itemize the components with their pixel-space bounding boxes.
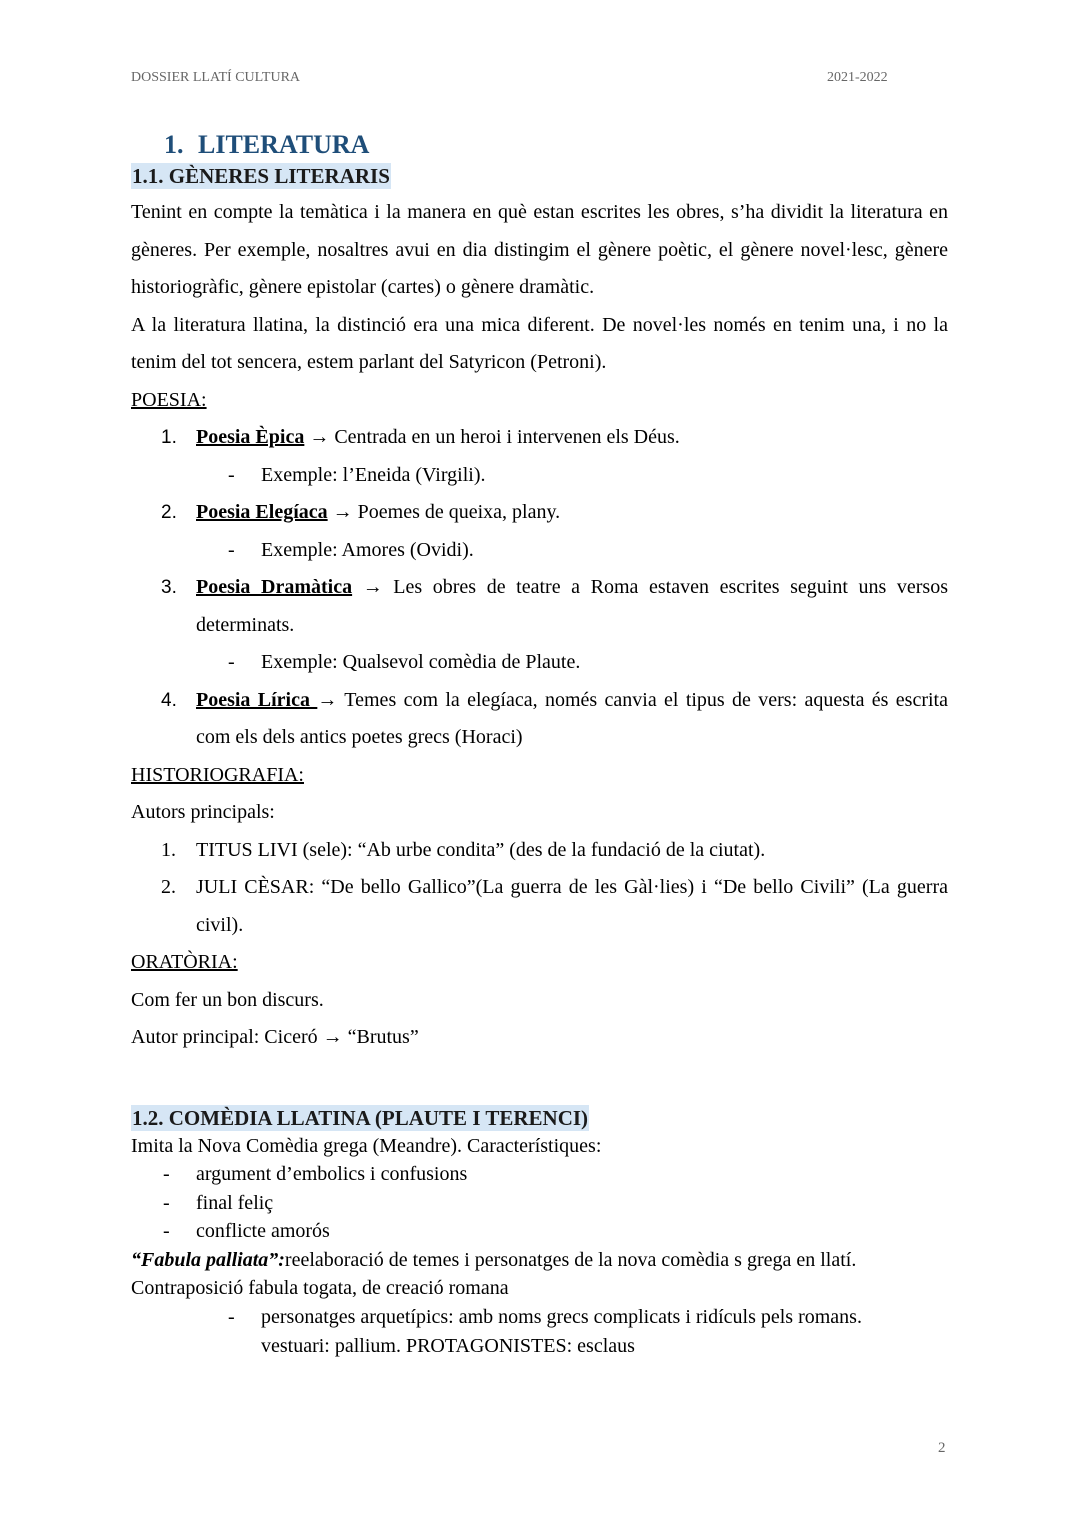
section-title: LITERATURA (198, 130, 370, 159)
term-poesia-dramatica: Poesia Dramàtica (196, 576, 353, 598)
bullet-text: argument d’embolics i confusions (196, 1163, 468, 1185)
item-text: TITUS LIVI (sele): “Ab urbe condita” (des de la fundació de la ciutat). (196, 838, 766, 861)
list-item-poesia-dramatica (131, 569, 948, 644)
list-item-poesia-lirica (131, 682, 948, 757)
example-item (131, 457, 948, 495)
list-item (131, 1303, 948, 1361)
dash-bullet: - (163, 1163, 170, 1185)
paragraph-latin-literature: A la literatura llatina, la distinció era una mica diferent. De novel·les només en tenim una, i no la tenim del tot sencera, estem parlant del Satyricon (Petroni). (131, 313, 948, 373)
example-item (131, 644, 948, 682)
dash-bullet: - (228, 651, 235, 673)
subsection-heading-generes (131, 163, 948, 189)
example-text: Exemple: Qualsevol comèdia de Plaute. (261, 651, 581, 673)
subsection-title: 1.2. COMÈDIA LLATINA (PLAUTE I TERENCI) (132, 1105, 589, 1130)
dash-bullet: - (228, 1305, 235, 1328)
oratoria-text: Com fer un bon discurs. (131, 988, 324, 1011)
fabula-palliata-paragraph (131, 1246, 948, 1275)
bullet-text: conflicte amorós (196, 1220, 330, 1242)
list-item-poesia-epica (131, 419, 948, 457)
item-text: → Temes com la elegíaca, només canvia el tipus de vers: aquesta és escrita com els dels antics poetes grecs (Horaci) (196, 688, 948, 748)
list-item-poesia-elegiaca (131, 494, 948, 532)
example-text: Exemple: Amores (Ovidi). (261, 538, 474, 561)
list-item-titus-livi (131, 832, 948, 870)
item-text: JULI CÈSAR: “De bello Gallico”(La guerra de les Gàl·lies) i “De bello Civili” (La guerra civil). (196, 876, 948, 936)
document-body (131, 128, 948, 1361)
label-oratoria: ORATÒRIA: (131, 951, 238, 973)
list-number: 1. (161, 427, 177, 448)
term-poesia-lirica: Poesia Lírica (196, 688, 318, 711)
item-text: → Centrada en un heroi i intervenen els Déus. (304, 426, 680, 448)
list-number: 4. (161, 689, 177, 711)
fabula-text: reelaboració de temes i personatges de la nova comèdia s grega en llatí. (284, 1248, 857, 1271)
section-heading-literatura (164, 128, 948, 162)
header-title: DOSSIER LLATÍ CULTURA (131, 70, 301, 85)
dash-bullet: - (163, 1191, 170, 1214)
subsection-title: 1.1. GÈNERES LITERARIS (132, 164, 390, 188)
list-item-juli-cesar (131, 869, 948, 944)
bullet-text-line1: personatges arquetípics: amb noms grecs complicats i ridículs pels romans. (261, 1305, 862, 1328)
comedia-intro: Imita la Nova Comèdia grega (Meandre). Característiques: (131, 1134, 602, 1157)
subsection-heading-comedia (131, 1105, 948, 1131)
term-poesia-epica: Poesia Èpica (196, 426, 305, 448)
contraposicio-text: Contraposició fabula togata, de creació romana (131, 1277, 509, 1299)
list-item (131, 1189, 948, 1218)
list-item (131, 1217, 948, 1246)
dash-bullet: - (228, 463, 235, 486)
label-poesia: POESIA: (131, 388, 207, 411)
item-text: → Les obres de teatre a Roma estaven escrites seguint uns versos determinats. (196, 576, 948, 636)
bullet-text-line2: vestuari: pallium. PROTAGONISTES: esclaus (261, 1334, 635, 1357)
historiografia-intro: Autors principals: (131, 801, 275, 823)
list-number: 3. (161, 577, 177, 598)
section-number: 1. (164, 130, 184, 159)
example-text: Exemple: l’Eneida (Virgili). (261, 463, 486, 486)
label-historiografia: HISTORIOGRAFIA: (131, 763, 304, 786)
list-number: 2. (161, 502, 177, 523)
bullet-text: final feliç (196, 1191, 274, 1214)
oratoria-author: Autor principal: Ciceró → “Brutus” (131, 1026, 419, 1048)
term-fabula-palliata: “Fabula palliata”: (131, 1248, 285, 1271)
paragraph-intro: Tenint en compte la temàtica i la manera en què estan escrites les obres, s’ha dividit la literatura en gèneres. Per exemple, nosaltres avui en dia distingim el gènere poètic, el gènere novel·lesc, gènere historiogràfic, gènere epistolar (cartes) o gènere dramàtic. (131, 201, 948, 298)
term-poesia-elegiaca: Poesia Elegíaca (196, 501, 328, 523)
dash-bullet: - (163, 1220, 170, 1242)
header-year: 2021-2022 (827, 70, 888, 85)
list-number: 2. (161, 876, 176, 898)
item-text: → Poemes de queixa, plany. (327, 501, 561, 523)
example-item (131, 532, 948, 570)
dash-bullet: - (228, 538, 235, 561)
list-number: 1. (161, 838, 176, 861)
list-item (131, 1160, 948, 1189)
page-number: 2 (938, 1440, 946, 1456)
